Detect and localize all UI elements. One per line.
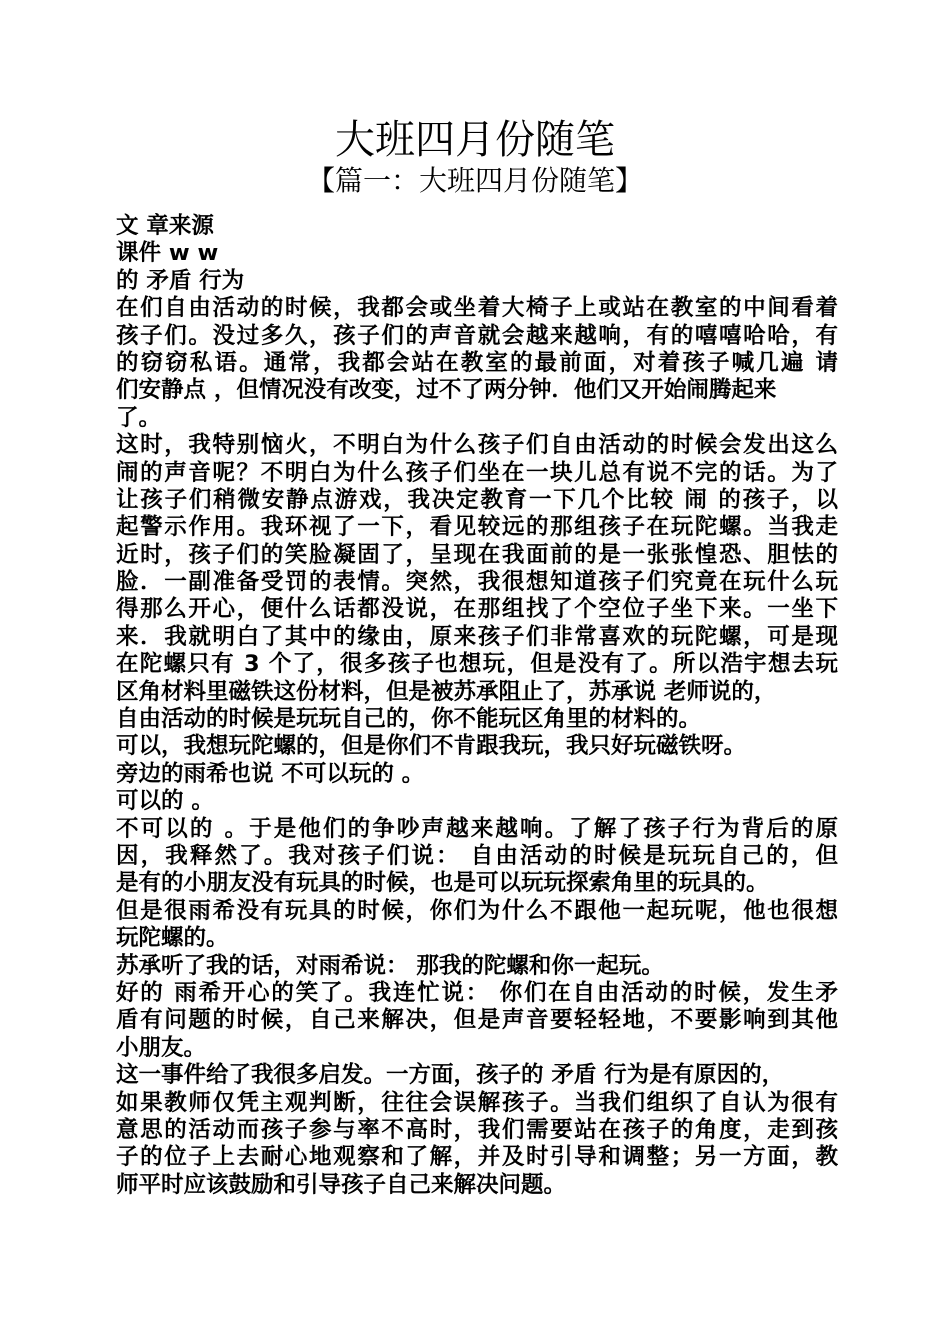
body-text-line: 子的位子上去耐心地观察和了解，并及时引导和调整；另一方面，教 bbox=[116, 1144, 838, 1171]
body-text-line: 不可以的 。于是他们的争吵声越来越响。了解了孩子行为背后的原 bbox=[116, 815, 838, 842]
body-text-line: 在陀螺只有 3 个了，很多孩子也想玩，但是没有了。所以浩宇想去玩 bbox=[116, 651, 838, 678]
body-text-line: 旁边的雨希也说 不可以玩的 。 bbox=[116, 760, 425, 787]
document-body bbox=[116, 213, 838, 1199]
body-text-line: 孩子们。没过多久，孩子们的声音就会越来越响，有的嘻嘻哈哈，有 bbox=[116, 322, 838, 349]
body-text-line: 是有的小朋友没有玩具的时候，也是可以玩玩探索角里的玩具的。 bbox=[116, 870, 769, 897]
body-text-line: 让孩子们稍微安静点游戏，我决定教育一下几个比较 闹 的孩子，以 bbox=[116, 486, 838, 513]
body-text-line: 得那么开心，便什么话都没说，在那组找了个空位子坐下来。一坐下 bbox=[116, 596, 838, 623]
body-text-line: 来．我就明白了其中的缘由，原来孩子们非常喜欢的玩陀螺，可是现 bbox=[116, 623, 838, 650]
body-text-line: 闹的声音呢？不明白为什么孩子们坐在一块儿总有说不完的话。为了 bbox=[116, 459, 838, 486]
body-text-line: 因，我释然了。我对孩子们说： 自由活动的时候是玩玩自己的，但 bbox=[116, 842, 838, 869]
body-text-line: 的 矛盾 行为 bbox=[116, 267, 245, 294]
body-text-line: 起警示作用。我环视了一下，看见较远的那组孩子在玩陀螺。当我走 bbox=[116, 514, 838, 541]
body-text-line: 的窃窃私语。通常，我都会站在教室的最前面，对着孩子喊几遍 请 bbox=[116, 349, 838, 376]
body-text-line: 区角材料里磁铁这份材料，但是被苏承阻止了，苏承说 老师说的， bbox=[116, 678, 777, 705]
body-text-line: 这一事件给了我很多启发。一方面，孩子的 矛盾 行为是有原因的， bbox=[116, 1062, 785, 1089]
body-text-line: 这时，我特别恼火，不明白为什么孩子们自由活动的时候会发出这么 bbox=[116, 432, 838, 459]
body-text-line: 在们自由活动的时候，我都会或坐着大椅子上或站在教室的中间看着 bbox=[116, 295, 838, 322]
body-text-line: 师平时应该鼓励和引导孩子自己来解决问题。 bbox=[116, 1171, 567, 1198]
body-text-line: 自由活动的时候是玩玩自己的，你不能玩区角里的材料的。 bbox=[116, 706, 702, 733]
body-text-line: 可以的 。 bbox=[116, 788, 214, 815]
body-text-line: 课件 w w bbox=[116, 240, 219, 267]
document-subtitle: 【篇一：大班四月份随笔】 bbox=[306, 164, 643, 197]
body-text-line: 近时，孩子们的笑脸凝固了，呈现在我面前的是一张张惶恐、胆怯的 bbox=[116, 541, 838, 568]
body-text-line: 意思的活动而孩子参与率不高时，我们需要站在孩子的角度，走到孩 bbox=[116, 1116, 838, 1143]
document-title: 大班四月份随笔 bbox=[335, 117, 615, 163]
body-text-line: 盾有问题的时候，自己来解决，但是声音要轻轻地，不要影响到其他 bbox=[116, 1007, 838, 1034]
body-text-line: 们安静点 ，但情况没有改变，过不了两分钟．他们又开始闹腾起来 bbox=[116, 377, 777, 404]
body-text-line: 可以，我想玩陀螺的，但是你们不肯跟我玩，我只好玩磁铁呀。 bbox=[116, 733, 747, 760]
body-text-line: 文 章来源 bbox=[116, 213, 214, 239]
body-text-line: 如果教师仅凭主观判断，往往会误解孩子。当我们组织了自认为很有 bbox=[116, 1089, 838, 1116]
body-text-line: 但是很雨希没有玩具的时候，你们为什么不跟他一起玩呢，他也很想 bbox=[116, 897, 838, 924]
body-text-line: 好的 雨希开心的笑了。我连忙说： 你们在自由活动的时候，发生矛 bbox=[116, 979, 838, 1006]
body-text-line: 了。 bbox=[116, 404, 162, 431]
body-text-line: 脸．一副准备受罚的表情。突然，我很想知道孩子们究竟在玩什么玩 bbox=[116, 569, 838, 596]
body-text-line: 玩陀螺的。 bbox=[116, 925, 229, 952]
body-text-line: 苏承听了我的话，对雨希说： 那我的陀螺和你一起玩。 bbox=[116, 952, 664, 979]
body-text-line: 小朋友。 bbox=[116, 1034, 207, 1061]
